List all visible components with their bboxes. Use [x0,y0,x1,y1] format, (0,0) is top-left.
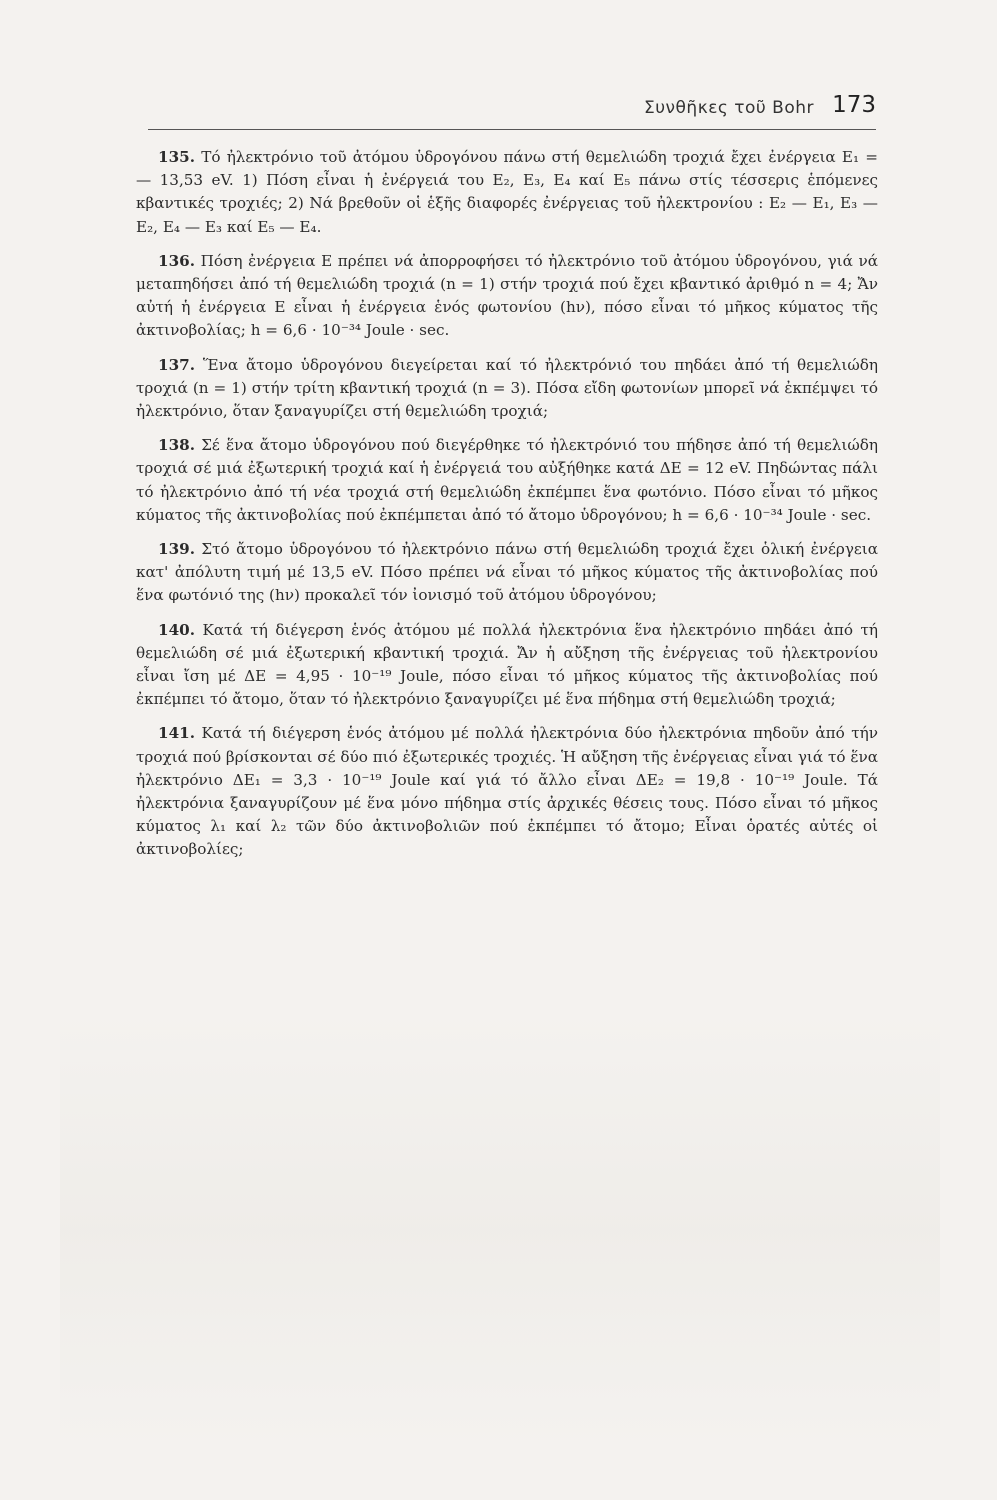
problem-137 [136,354,878,424]
problem-number: 139. [158,540,195,559]
show-through-area [60,1010,940,1450]
problem-141 [136,722,878,861]
problem-number: 141. [158,724,195,743]
problem-138 [136,434,878,527]
problem-number: 137. [158,355,195,374]
problem-number: 138. [158,436,195,455]
running-title: Συνθῆκες τοῦ Bohr [643,98,814,118]
problem-text: Κατά τή διέγερση ἑνός ἀτόμου μέ πολλά ἠλεκτρόνια ἕνα ἠλεκτρόνιο πηδάει ἀπό τή θεμελιώδη σέ μιά ἐξωτερική κβαντική τροχιά. Ἄν ἡ αὔξηση τῆς ἐνέργειας τοῦ ἠλεκτρονίου εἶναι ἴση μέ ΔE = 4,95 · 10⁻¹⁹ Joule, πόσο εἶναι τό μῆκος κύματος τῆς ἀκτινοβολίας πού ἐκπέμπει τό ἄτομο, ὅταν τό ἠλεκτρόνιο ξαναγυρίζει μέ ἕνα πήδημα στή θεμελιώδη τροχιά; [136,620,879,709]
problem-text: Ἕνα ἄτομο ὑδρογόνου διεγείρεται καί τό ἠλεκτρόνιό του πηδάει ἀπό τή θεμελιώδη τροχιά (n = 1) στήν τρίτη κβαντική τροχιά (n = 3). Πόσα εἴδη φωτονίων μπορεῖ νά ἐκπέμψει τό ἠλεκτρόνιο, ὅταν ξαναγυρίζει στή θεμελιώδη τροχιά; [136,355,879,421]
problem-number: 140. [158,620,195,639]
problem-text: Πόση ἐνέργεια E πρέπει νά ἀπορροφήσει τό ἠλεκτρόνιο τοῦ ἀτόμου ὑδρογόνου, γιά νά μεταπηδήσει ἀπό τή θεμελιώδη τροχιά (n = 1) στήν τροχιά πού ἔχει κβαντικό ἀριθμό n = 4; Ἄν αὐτή ἡ ἐνέργεια E εἶναι ἡ ἐνέργεια ἑνός φωτονίου (hν), πόσο εἶναι τό μῆκος κύματος τῆς ἀκτινοβολίας; h = 6,6 · 10⁻³⁴ Joule · sec. [136,251,879,340]
problem-136 [136,250,878,343]
problem-135 [136,146,878,239]
page-number: 173 [832,92,876,118]
problem-number: 135. [158,148,195,166]
page-header [148,92,876,130]
problem-text: Κατά τή διέγερση ἑνός ἀτόμου μέ πολλά ἠλεκτρόνια δύο ἠλεκτρόνια πηδοῦν ἀπό τήν τροχιά πού βρίσκονται σέ δύο πιό ἐξωτερικές τροχιές. Ἡ αὔξηση τῆς ἐνέργειας εἶναι γιά τό ἕνα ἠλεκτρόνιο ΔE₁ = 3,3 · 10⁻¹⁹ Joule καί γιά τό ἄλλο εἶναι ΔE₂ = 19,8 · 10⁻¹⁹ Joule. Τά ἠλεκτρόνια ξαναγυρίζουν μέ ἕνα μόνο πήδημα στίς ἀρχικές θέσεις τους. Πόσο εἶναι τό μῆκος κύματος λ₁ καί λ₂ τῶν δύο ἀκτινοβολιῶν πού ἐκπέμπει τό ἄτομο; Εἶναι ὁρατές αὐτές οἱ ἀκτινοβολίες; [136,724,878,859]
header-rule [148,129,876,130]
problems-list [136,146,878,873]
problem-number: 136. [158,251,195,270]
problem-text: Στό ἄτομο ὑδρογόνου τό ἠλεκτρόνιο πάνω στή θεμελιώδη τροχιά ἔχει ὁλική ἐνέργεια κατ' ἀπόλυτη τιμή μέ 13,5 eV. Πόσο πρέπει νά εἶναι τό μῆκος κύματος τῆς ἀκτινοβολίας πού ἕνα φωτόνιό της (hν) προκαλεῖ τόν ἰονισμό τοῦ ἀτόμου ὑδρογόνου; [136,540,878,605]
problem-139 [136,538,878,608]
problem-140 [136,619,878,712]
problem-text: Τό ἠλεκτρόνιο τοῦ ἀτόμου ὑδρογόνου πάνω στή θεμελιώδη τροχιά ἔχει ἐνέργεια E₁ = — 13,53 eV. 1) Πόση εἶναι ἡ ἐνέργειά του E₂, E₃, E₄ καί E₅ πάνω στίς τέσσερις ἑπόμενες κβαντικές τροχιές; 2) Νά βρεθοῦν οἱ ἑξῆς διαφορές ἐνέργειας τοῦ ἠλεκτρονίου : E₂ — E₁, E₃ — E₂, E₄ — E₃ καί E₅ — E₄. [136,148,879,236]
problem-text: Σέ ἕνα ἄτομο ὑδρογόνου πού διεγέρθηκε τό ἠλεκτρόνιό του πήδησε ἀπό τή θεμελιώδη τροχιά σέ μιά ἐξωτερική τροχιά καί ἡ ἐνέργειά του αὐξήθηκε κατά ΔE = 12 eV. Πηδώντας πάλι τό ἠλεκτρόνιο ἀπό τή νέα τροχιά στή θεμελιώδη ἐκπέμπει ἕνα φωτόνιο. Πόσο εἶναι τό μῆκος κύματος τῆς ἀκτινοβολίας πού ἐκπέμπεται ἀπό τό ἄτομο ὑδρογόνου; h = 6,6 · 10⁻³⁴ Joule · sec. [136,436,879,524]
